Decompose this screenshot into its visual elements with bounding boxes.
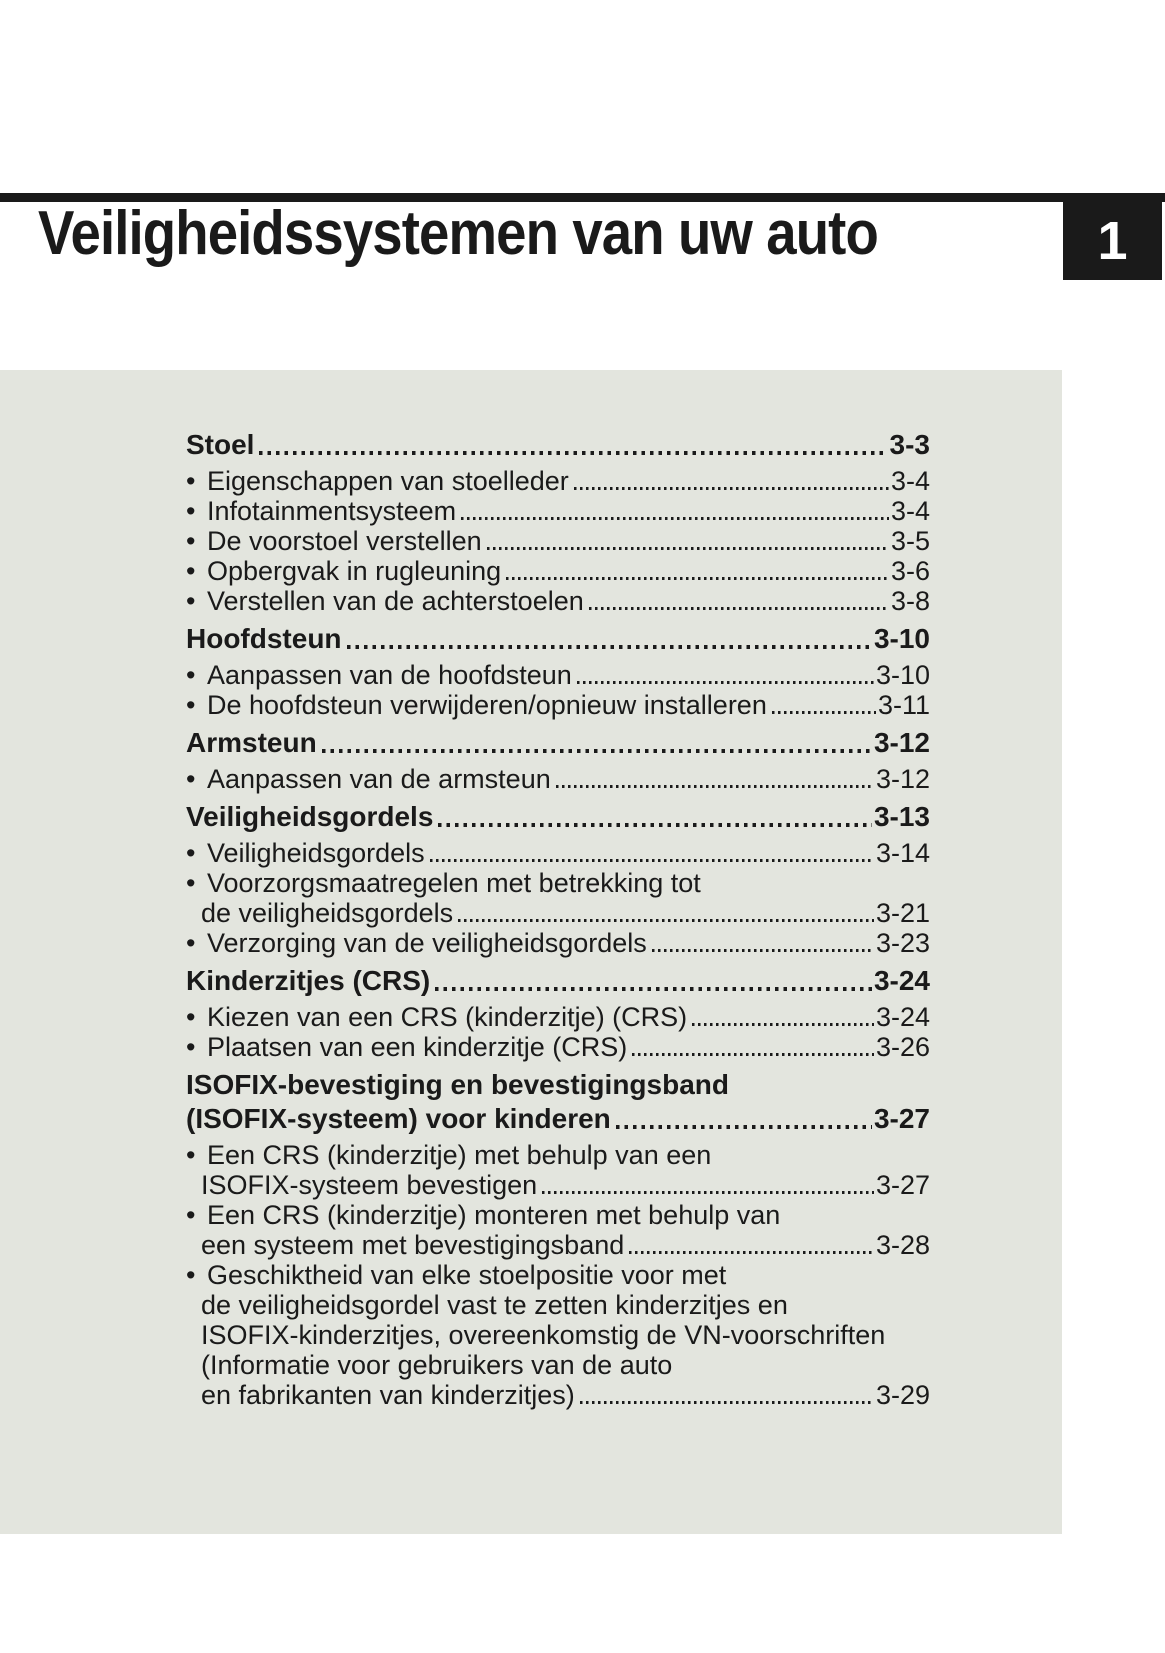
toc-page-number: 3-29 [875,1380,930,1410]
toc-entry-text: De hoofdsteun verwijderen/opnieuw installeren [207,690,767,720]
toc-entry-line [186,556,930,586]
toc-entry-line [186,690,930,720]
toc-page-number: 3-24 [873,965,930,996]
bullet-marker: • [186,928,196,958]
toc-entry-text: Aanpassen van de hoofdsteun [207,660,572,690]
bullet-marker: • [186,1260,196,1290]
dot-leader [692,1023,874,1026]
toc-section-entry [186,622,930,656]
chapter-title: Veiligheidssystemen van uw auto [38,199,878,268]
toc-entry-text: ISOFIX-systeem bevestigen [201,1170,538,1200]
toc-section-entry [186,964,930,998]
dot-leader [506,577,889,580]
toc-entry-line [186,496,930,526]
toc-entry-line [186,428,930,462]
toc-page-number: 3-23 [875,928,930,958]
dot-leader [487,547,889,550]
toc-entry-text: Armsteun [186,727,317,758]
toc-entry-text: Voorzorgsmaatregelen met betrekking tot [207,868,701,898]
dot-leader [461,517,889,520]
toc-item-entry [186,466,930,496]
toc-page-number: 3-24 [875,1002,930,1032]
toc-entry-line [186,526,930,556]
toc-entry-line [186,466,930,496]
toc-item-entry [186,586,930,616]
toc-entry-line [186,964,930,998]
toc-item-entry [186,1140,930,1200]
toc-entry-line [186,660,930,690]
toc-entry-text: de veiligheidsgordel vast te zetten kinderzitjes en [201,1290,788,1320]
bullet-marker: • [186,764,196,794]
toc-section-entry [186,428,930,462]
toc-entry-text: Verzorging van de veiligheidsgordels [207,928,647,958]
toc-item-entry [186,1032,930,1062]
dot-leader [577,681,874,684]
toc-entry-line [186,726,930,760]
bullet-marker: • [186,868,196,898]
toc-item-entry [186,1260,930,1410]
toc-entry-text: de veiligheidsgordels [201,898,454,928]
dot-leader [435,987,872,991]
toc-entry-text: een systeem met bevestigingsband [201,1230,625,1260]
toc-entry-text: Stoel [186,429,255,460]
toc-section-entry [186,800,930,834]
toc-item-entry [186,660,930,690]
toc-entry-text: De voorstoel verstellen [207,526,482,556]
toc-item-entry [186,556,930,586]
toc-page-number: 3-13 [873,801,930,832]
toc-entry-line [186,838,930,868]
toc-page-number: 3-6 [890,556,930,586]
toc-entry-line [186,1102,930,1136]
toc-page-number: 3-26 [875,1032,930,1062]
bullet-marker: • [186,526,196,556]
toc-entry-text: Een CRS (kinderzitje) met behulp van een [207,1140,712,1170]
bullet-marker: • [186,838,196,868]
toc-entry-text: ISOFIX-bevestiging en bevestigingsband [186,1069,729,1100]
toc-entry-text: Kiezen van een CRS (kinderzitje) (CRS) [207,1002,688,1032]
toc-entry-text: Eigenschappen van stoelleder [207,466,569,496]
toc-entry-line [186,1350,930,1380]
dot-leader [458,919,874,922]
bullet-marker: • [186,1140,196,1170]
toc-entry-line [186,1140,930,1170]
toc-item-entry [186,838,930,868]
toc-entry-text: en fabrikanten van kinderzitjes) [201,1380,575,1410]
toc-entry-text: Verstellen van de achterstoelen [207,586,584,616]
toc-entry-line [186,586,930,616]
toc-item-entry [186,690,930,720]
bullet-marker: • [186,660,196,690]
toc-entry-text: Aanpassen van de armsteun [207,764,551,794]
toc-item-entry [186,1200,930,1260]
toc-page-number: 3-8 [890,586,930,616]
toc-list [186,428,930,1410]
toc-section-entry [186,1068,930,1136]
toc-entry-text: (Informatie voor gebruikers van de auto [201,1350,673,1380]
toc-entry-text: Opbergvak in rugleuning [207,556,502,586]
toc-page-number: 3-28 [875,1230,930,1260]
bullet-marker: • [186,1032,196,1062]
toc-page-number: 3-12 [875,764,930,794]
bullet-marker: • [186,586,196,616]
dot-leader [556,785,874,788]
toc-item-entry [186,764,930,794]
toc-entry-line [186,1260,930,1290]
toc-entry-line [186,1068,930,1102]
dot-leader [629,1251,874,1254]
toc-entry-line [186,1200,930,1230]
dot-leader [652,949,874,952]
toc-entry-line [186,928,930,958]
toc-entry-text: Kinderzitjes (CRS) [186,965,431,996]
dot-leader [438,823,872,827]
dot-leader [322,749,872,753]
bullet-marker: • [186,690,196,720]
dot-leader [542,1191,874,1194]
toc-entry-text: Infotainmentsysteem [207,496,457,526]
dot-leader [580,1401,874,1404]
toc-entry-text: Een CRS (kinderzitje) monteren met behulp van [207,1200,781,1230]
chapter-number-badge: 1 [1063,202,1162,280]
toc-page-number: 3-12 [873,727,930,758]
toc-entry-line [186,868,930,898]
toc-entry-line [186,1230,930,1260]
toc-page-number: 3-4 [890,466,930,496]
toc-page-number: 3-11 [877,690,930,720]
toc-item-entry [186,868,930,928]
toc-item-entry [186,1002,930,1032]
toc-page-number: 3-4 [890,496,930,526]
bullet-marker: • [186,556,196,586]
bullet-marker: • [186,1002,196,1032]
toc-page-number: 3-10 [873,623,930,654]
bullet-marker: • [186,496,196,526]
dot-leader [259,451,887,455]
toc-entry-line [186,764,930,794]
toc-entry-line [186,1032,930,1062]
toc-entry-text: Hoofdsteun [186,623,342,654]
toc-entry-text: Veiligheidsgordels [207,838,425,868]
toc-page-number: 3-21 [875,898,930,928]
dot-leader [616,1125,872,1129]
toc-entry-text: ISOFIX-kinderzitjes, overeenkomstig de VN-voorschriften [201,1320,886,1350]
toc-section-entry [186,726,930,760]
toc-entry-line [186,1290,930,1320]
toc-page-number: 3-10 [875,660,930,690]
dot-leader [589,607,889,610]
toc-page-number: 3-5 [890,526,930,556]
toc-entry-text: (ISOFIX-systeem) voor kinderen [186,1103,611,1134]
dot-leader [347,645,872,649]
toc-panel [0,370,1062,1534]
toc-page-number: 3-27 [873,1103,930,1134]
toc-entry-text: Plaatsen van een kinderzitje (CRS) [207,1032,628,1062]
toc-entry-line [186,1002,930,1032]
toc-entry-line [186,800,930,834]
toc-page-number: 3-3 [889,429,930,460]
toc-entry-line [186,622,930,656]
toc-entry-line [186,898,930,928]
toc-entry-line [186,1380,930,1410]
toc-item-entry [186,928,930,958]
bullet-marker: • [186,466,196,496]
dot-leader [772,711,876,714]
toc-item-entry [186,496,930,526]
toc-entry-text: Geschiktheid van elke stoelpositie voor met [207,1260,727,1290]
toc-page-number: 3-14 [875,838,930,868]
toc-entry-line [186,1170,930,1200]
dot-leader [574,487,889,490]
dot-leader [430,859,874,862]
toc-page-number: 3-27 [875,1170,930,1200]
toc-entry-text: Veiligheidsgordels [186,801,434,832]
toc-entry-line [186,1320,930,1350]
dot-leader [632,1053,874,1056]
toc-item-entry [186,526,930,556]
bullet-marker: • [186,1200,196,1230]
